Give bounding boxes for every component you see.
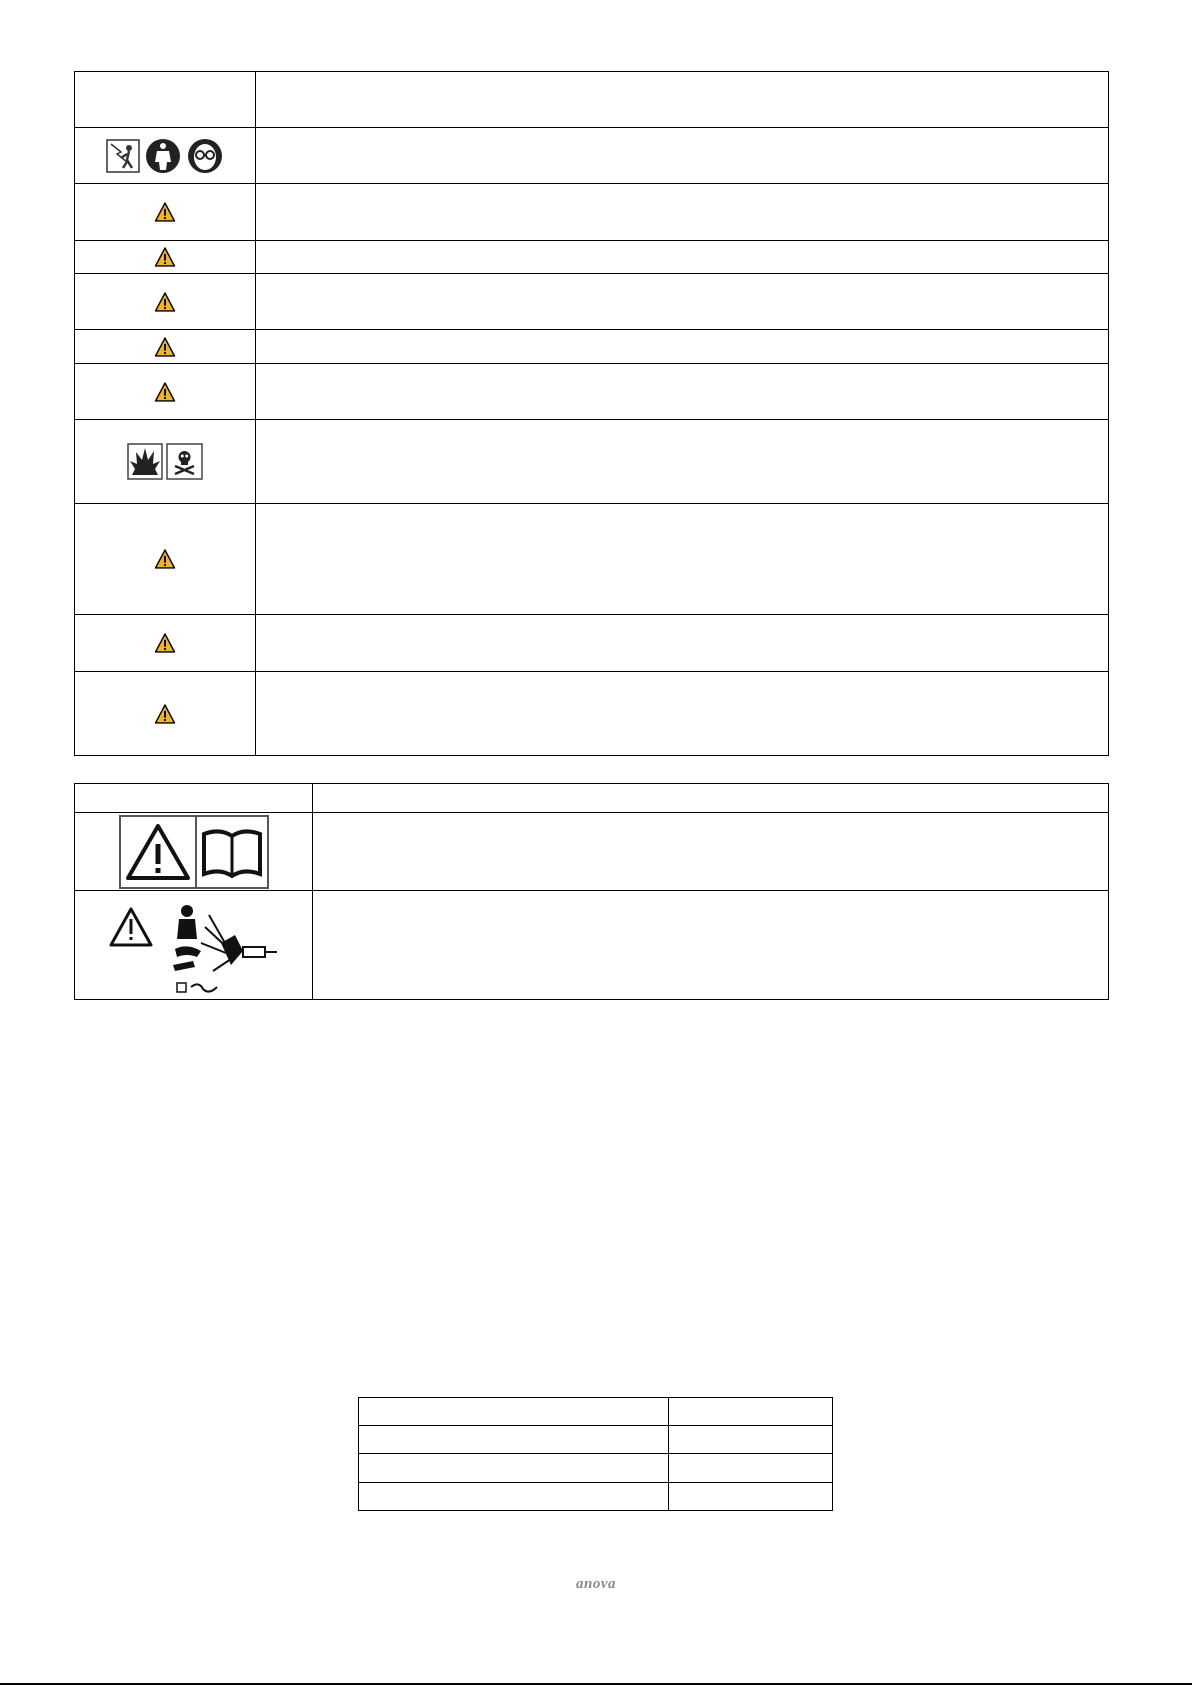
explosion-icon [128, 444, 162, 479]
warning-icon [154, 633, 176, 653]
table-row [359, 1426, 833, 1454]
table-row [75, 813, 1109, 891]
warning-icon [154, 337, 176, 357]
spec-label [359, 1426, 669, 1454]
header-cell-symbol [75, 72, 256, 128]
hazard-illustration-icon [109, 895, 279, 995]
row-text [256, 274, 1109, 330]
row-text [313, 891, 1109, 1000]
table-row [75, 420, 1109, 504]
electric-shock-icon [107, 140, 139, 172]
explosion-toxic-icons [127, 443, 203, 481]
header-cell-description [256, 72, 1109, 128]
safety-goggles-icon [188, 139, 222, 173]
warning-icon [154, 292, 176, 312]
row-text [256, 420, 1109, 504]
table-row [75, 330, 1109, 364]
row-text [256, 672, 1109, 756]
row-text [256, 128, 1109, 184]
row-text [256, 504, 1109, 615]
spec-value [669, 1454, 833, 1483]
table-row [75, 274, 1109, 330]
row-text [256, 241, 1109, 274]
table-row [75, 364, 1109, 420]
warning-icon [154, 704, 176, 724]
spec-table [358, 1397, 833, 1511]
spec-label [359, 1483, 669, 1511]
spec-value [669, 1426, 833, 1454]
table-row [75, 891, 1109, 1000]
table-row [75, 672, 1109, 756]
header-cell-symbol [75, 784, 313, 813]
warning-icon [154, 382, 176, 402]
row-text [313, 813, 1109, 891]
spec-label [359, 1454, 669, 1483]
svg-text:anova: anova [576, 1576, 616, 1592]
table-row [359, 1483, 833, 1511]
warning-icon [154, 247, 176, 267]
table-header-row [75, 784, 1109, 813]
row-text [256, 364, 1109, 420]
table-row [75, 128, 1109, 184]
spec-value [669, 1483, 833, 1511]
spec-label [359, 1398, 669, 1426]
ppe-icons-cell [75, 128, 256, 184]
row-text [256, 615, 1109, 672]
table-row [75, 184, 1109, 241]
warning-icon [154, 202, 176, 222]
header-cell-meaning [313, 784, 1109, 813]
table-row [75, 241, 1109, 274]
row-text [256, 330, 1109, 364]
warning-read-manual-icon [116, 814, 272, 890]
table-row [359, 1398, 833, 1426]
table-row [75, 504, 1109, 615]
symbols-table [74, 783, 1109, 1000]
spec-value [669, 1398, 833, 1426]
brand-logo [560, 1573, 632, 1593]
row-text [256, 184, 1109, 241]
table-row [359, 1454, 833, 1483]
table-row [75, 615, 1109, 672]
safety-table [74, 71, 1109, 756]
toxic-icon [167, 444, 202, 479]
warning-icon [154, 549, 176, 569]
table-header-row [75, 72, 1109, 128]
protective-clothing-icon [146, 139, 180, 173]
ppe-icons [105, 136, 225, 176]
